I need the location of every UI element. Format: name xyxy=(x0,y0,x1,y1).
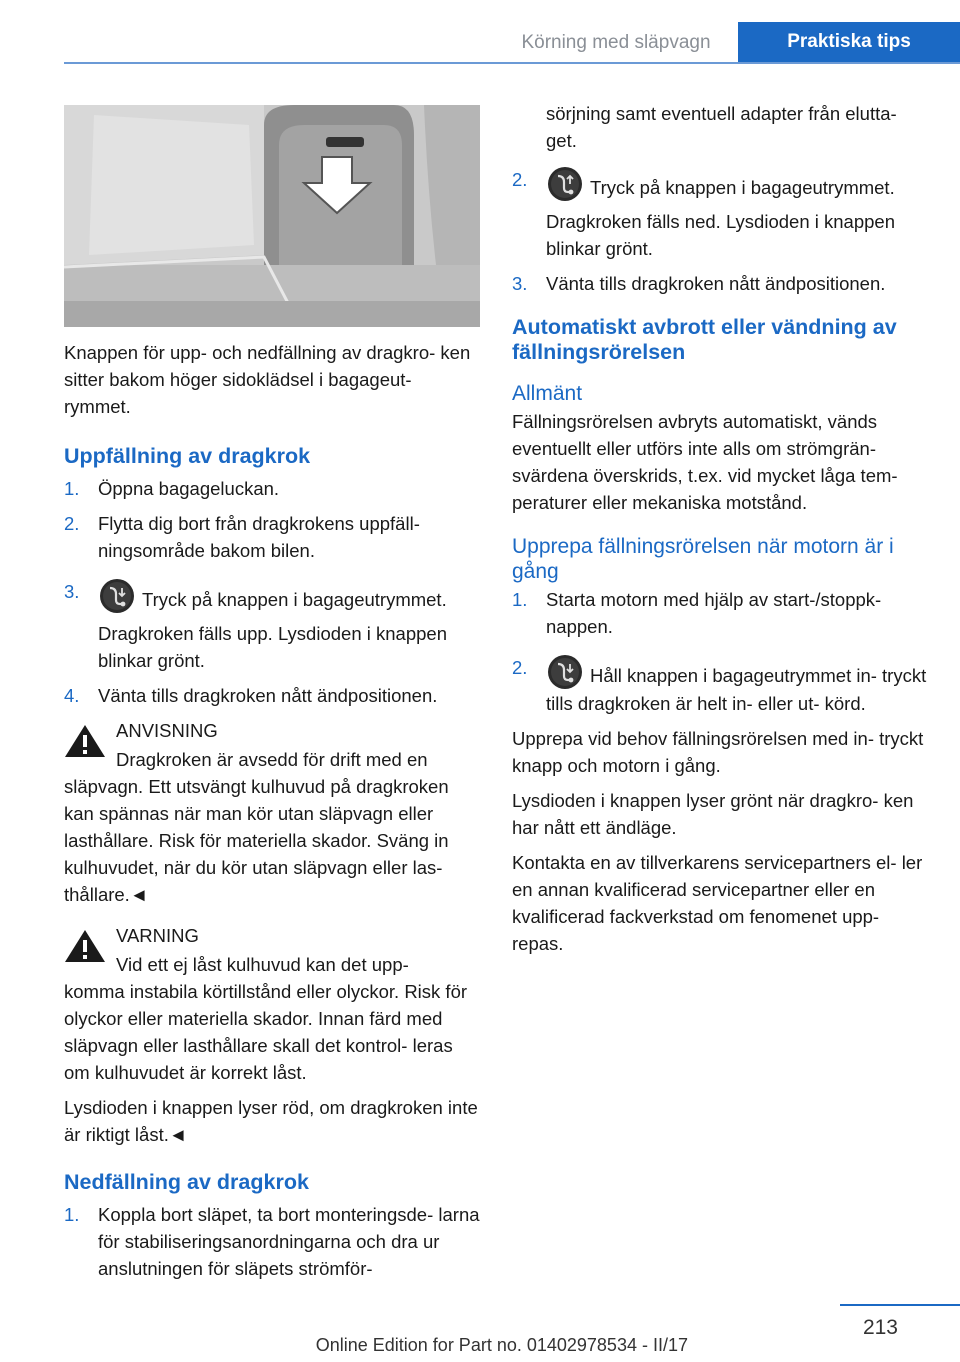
notice-title: ANVISNING xyxy=(116,720,218,741)
section-title: Körning med släpvagn xyxy=(521,32,711,53)
tow-hook-button-icon xyxy=(546,654,584,690)
left-column xyxy=(64,105,480,1290)
photo-caption: Knappen för upp- och nedfällning av dragkro- ken sitter bakom höger sidoklädsel i bagageut- rymmet. xyxy=(64,342,471,417)
list-item: sörjning samt eventuell adapter från elutta- get. xyxy=(546,103,897,151)
header-rule xyxy=(64,62,960,64)
heading-fold: Nedfällning av dragkrok xyxy=(64,1170,309,1194)
footer-rule xyxy=(840,1304,960,1306)
repeat-steps xyxy=(512,586,928,717)
list-item: 2. Flytta dig bort från dragkrokens uppfäll- ningsområde bakom bilen. xyxy=(64,513,420,561)
warning-title: VARNING xyxy=(116,925,199,946)
unfold-steps xyxy=(64,475,480,709)
tow-hook-button-icon xyxy=(98,578,136,614)
repeat-paragraph: Upprepa vid behov fällningsrörelsen med in- tryckt knapp och motorn i gång. xyxy=(512,728,924,776)
page-number: 213 xyxy=(862,1316,898,1339)
list-item: 2. Håll knappen i bagageutrymmet in- tryckt tills dragkroken är helt in- eller ut- körd. xyxy=(512,654,928,717)
list-item: 1. Öppna bagageluckan. xyxy=(64,478,280,499)
page-header xyxy=(0,0,960,64)
heading-general: Allmänt xyxy=(512,382,583,405)
list-item: 3. Tryck på knappen i bagageutrymmet. Dragkroken fälls upp. Lysdioden i knappen blinkar grönt. xyxy=(64,578,480,674)
list-item: 2. Tryck på knappen i bagageutrymmet. Dragkroken fälls ned. Lysdioden i knappen blinkar grönt. xyxy=(512,166,928,262)
warning-triangle-icon xyxy=(64,723,106,759)
trunk-side-panel-photo xyxy=(64,105,480,327)
fold-steps-cont xyxy=(512,100,928,297)
list-item: 3. Vänta tills dragkroken nått ändpositionen. xyxy=(512,273,886,294)
warning-triangle-icon xyxy=(64,928,106,964)
fold-steps xyxy=(64,1201,480,1282)
chapter-title: Praktiska tips xyxy=(738,22,960,62)
notice-box: ANVISNING Dragkroken är avsedd för drift med en släpvagn. Ett utsvängt kulhuvud på dragkroken kan spännas när man kör utan släpvagn eller lasthållare. Risk för materiella skador. Sväng in kulhuvudet, när du kör utan släpvagn eller las- thållare.◄ xyxy=(64,717,480,908)
list-item: 1. Koppla bort släpet, ta bort monteringsde- larna för stabiliseringsanordningarna och dra ur anslutningen för släpets strömför- xyxy=(64,1204,480,1279)
edition-text: Online Edition for Part no. 01402978534 - II/17 xyxy=(315,1335,688,1355)
repeat-paragraph: Kontakta en av tillverkarens servicepartners el- ler en annan kvalificerad servicepartner eller en kvalificerad fackverkstad om fenomenet upp- repas. xyxy=(512,852,923,954)
repeat-paragraph: Lysdioden i knappen lyser grönt när dragkro- ken har nått ett ändläge. xyxy=(512,790,914,838)
warning-box: VARNING Vid ett ej låst kulhuvud kan det upp- komma instabila körtillstånd eller olyckor. Risk för olyckor eller materiella skador. Innan färd med släpvagn eller lasthållare skall det kontrol- leras om kulhuvudet är korrekt låst. Lysdioden i knappen lyser röd, om dragkroken inte är riktigt låst.◄ xyxy=(64,922,480,1148)
heading-auto: Automatiskt avbrott eller vändning av fällningsrörelsen xyxy=(512,315,897,364)
tow-hook-button-icon xyxy=(546,166,584,202)
heading-repeat: Upprepa fällningsrörelsen när motorn är i gång xyxy=(512,535,894,583)
list-item: 4. Vänta tills dragkroken nått ändpositionen. xyxy=(64,685,438,706)
right-column xyxy=(512,100,928,965)
list-item: 1. Starta motorn med hjälp av start-/stoppk- nappen. xyxy=(512,589,882,637)
general-text: Fällningsrörelsen avbryts automatiskt, vänds eventuellt eller utförs inte alls om strömgrän- svärdena överskrids, t.ex. vid mycket låga tem- peraturer eller mekaniska motstånd. xyxy=(512,411,898,513)
heading-unfold: Uppfällning av dragkrok xyxy=(64,444,311,468)
